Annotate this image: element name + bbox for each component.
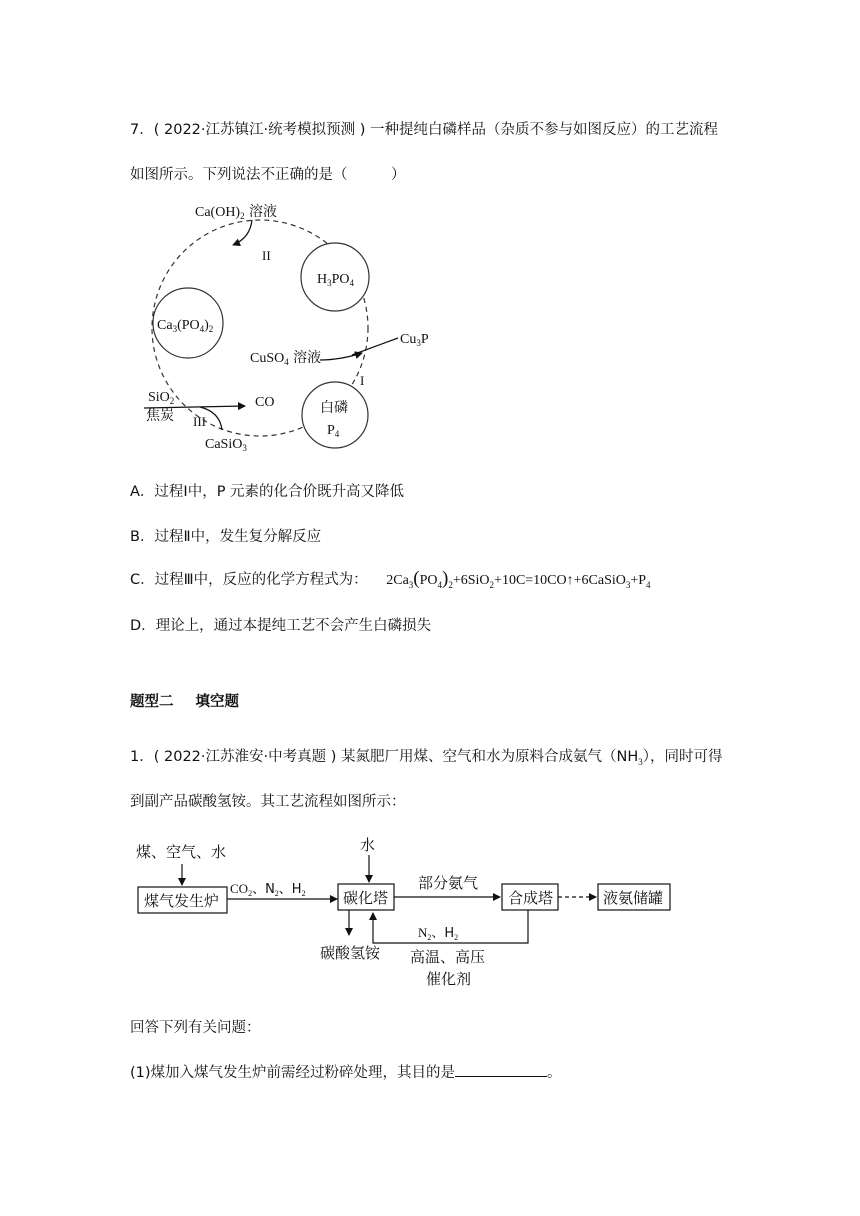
q7-line-2: 如图所示。下列说法不正确的是（ ） <box>130 167 406 183</box>
q7-line-1: 7．( 2022·江苏镇江·统考模拟预测 ) 一种提纯白磷样品（杂质不参与如图反应）的工艺流程 <box>130 122 718 138</box>
partial-ammonia-label: 部分氨气 <box>418 874 479 892</box>
co-label: CO <box>255 395 275 410</box>
flow-diagram <box>130 830 690 995</box>
white-phosphorus-label: 白磷 <box>320 400 348 416</box>
option-a: A．过程Ⅰ中，P 元素的化合价既升高又降低 <box>130 484 405 500</box>
option-c-text: C．过程Ⅲ中，反应的化学方程式为： <box>130 572 368 588</box>
answer-blank[interactable] <box>455 1064 547 1077</box>
conditions-label-1: 高温、高压 <box>410 948 486 966</box>
option-c-equation: $2Ca_3(PO_4)_2+6SiO_2+10C=10CO↑+6CaSiO_3+P_4$ <box>386 568 651 590</box>
p4-label: $P_4$ <box>327 423 340 439</box>
tank-label: 液氨储罐 <box>603 889 664 907</box>
furnace-label: 煤气发生炉 <box>144 892 220 910</box>
section-label: 题型二 <box>130 694 174 710</box>
caoh2-arrow <box>233 220 252 245</box>
cu3p-label: $Cu_3P$ <box>400 332 429 348</box>
conditions-label-2: 催化剂 <box>426 970 472 988</box>
answer-q1: (1)煤加入煤气发生炉前需经过粉碎处理，其目的是 。 <box>130 1065 562 1081</box>
caoh2-label: $Ca(OH)_2$ 溶液 <box>195 204 278 221</box>
gas2-label: $N_2$、$H_2$ <box>418 925 459 942</box>
synthesis-tower-label: 合成塔 <box>508 889 554 907</box>
water-label: 水 <box>360 836 376 854</box>
option-d: D．理论上，通过本提纯工艺不会产生白磷损失 <box>130 618 432 634</box>
roman-ii-label: II <box>262 248 271 263</box>
roman-i-label: I <box>360 373 365 388</box>
answer-intro: 回答下列有关问题： <box>130 1020 261 1036</box>
q1-line-2: 到副产品碳酸氢铵。其工艺流程如图所示： <box>130 794 406 810</box>
cuso4-label: CuSO$_4$ 溶液 <box>250 350 322 367</box>
gas1-label: $CO_2$、$N_2$、$H_2$ <box>230 881 306 898</box>
product-label: 碳酸氢铵 <box>320 944 381 962</box>
roman-iii-label: III <box>193 414 206 429</box>
flow-inputs-label: 煤、空气、水 <box>136 843 227 861</box>
cycle-diagram <box>130 190 460 460</box>
sio2-label: SiO$_2$ <box>148 390 175 406</box>
sio2-arrow <box>144 406 245 408</box>
cu3p-arrow <box>352 338 398 355</box>
coke-label: 焦炭 <box>146 408 174 424</box>
section-header <box>130 690 239 711</box>
section-title: 填空题 <box>195 694 239 710</box>
casio3-label: CaSiO$_3$ <box>205 437 247 453</box>
q1-line-1: 1．( 2022·江苏淮安·中考真题 ) 某氮肥厂用煤、空气和水为原料合成氨气$(NH_3)$，同时可得 <box>130 749 723 767</box>
option-b: B．过程Ⅱ中，发生复分解反应 <box>130 529 322 545</box>
option-c <box>130 568 651 590</box>
h3po4-label: $H_3PO_4$ <box>317 272 355 288</box>
carbonization-tower-label: 碳化塔 <box>343 889 389 907</box>
ca3po42-label: $Ca_3(PO_4)_2$ <box>157 318 214 334</box>
